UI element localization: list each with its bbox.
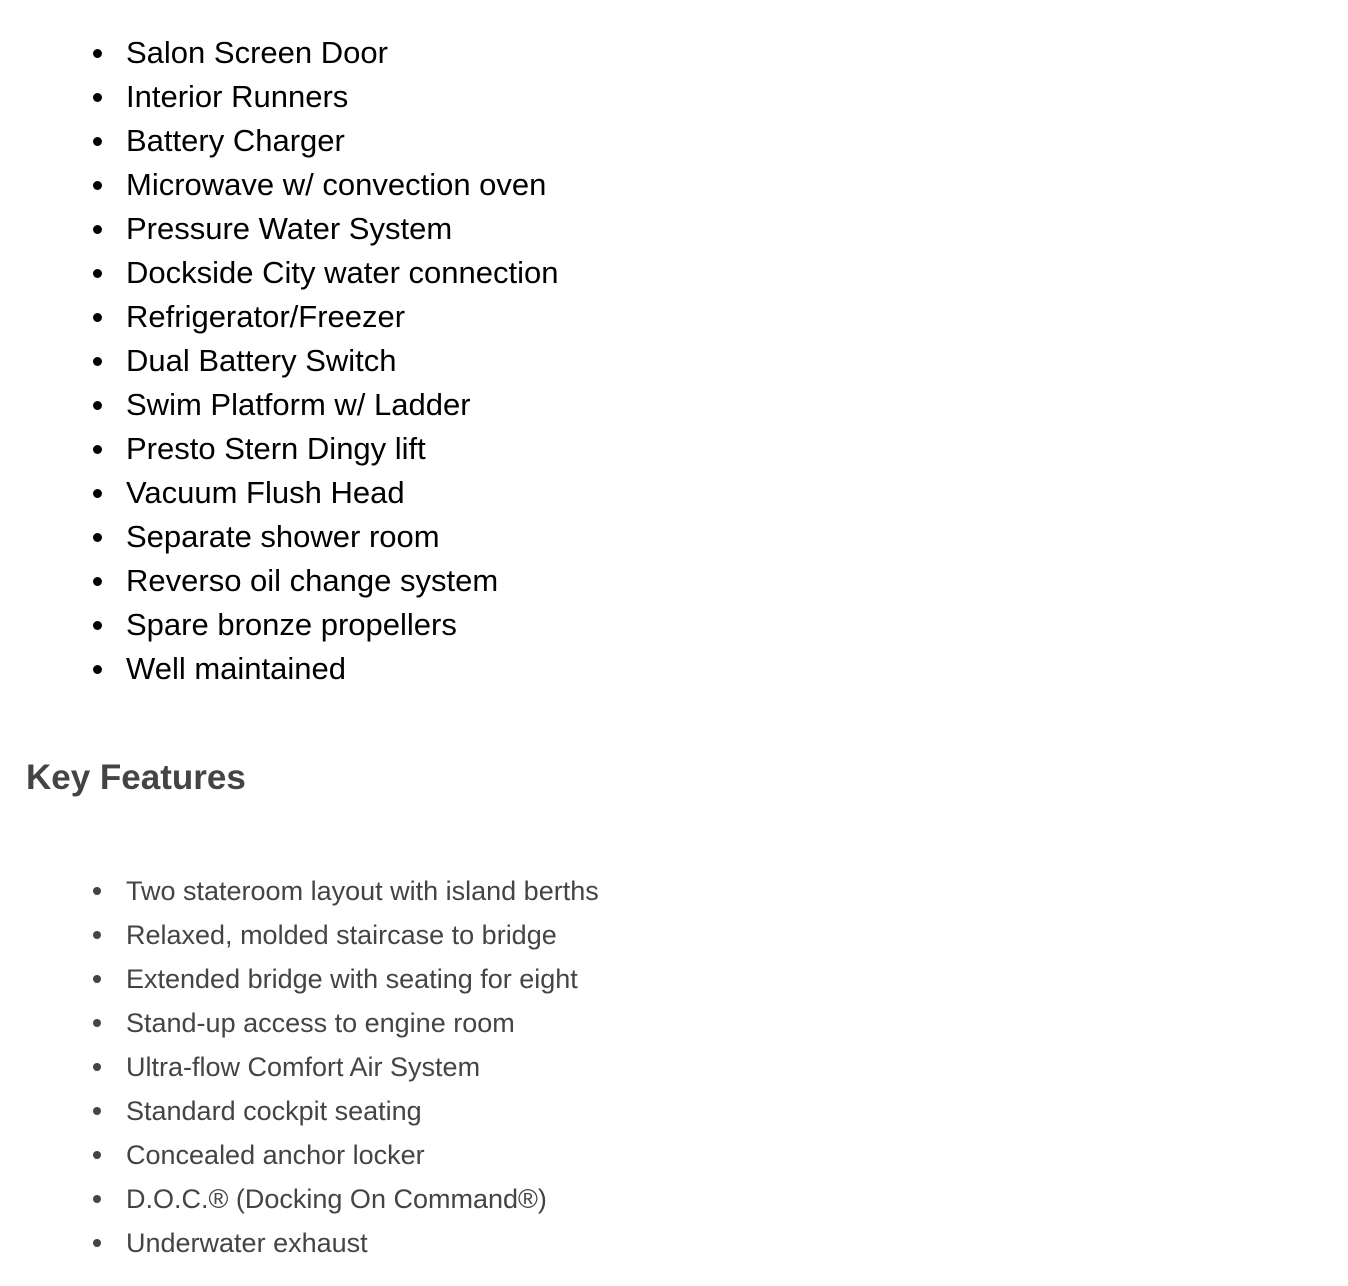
list-item (0, 559, 558, 603)
list-item (0, 1045, 599, 1089)
bullet-icon (93, 357, 102, 366)
list-item-label: Dockside City water connection (126, 255, 559, 290)
list-item (0, 471, 558, 515)
list-item-label: Stand-up access to engine room (126, 1008, 515, 1038)
list-item (0, 913, 599, 957)
list-item (0, 1177, 599, 1221)
list-item (0, 1001, 599, 1045)
bullet-icon (93, 931, 101, 939)
bullet-icon (93, 621, 102, 630)
bullet-icon (93, 533, 102, 542)
list-item-label: Presto Stern Dingy lift (126, 431, 426, 466)
key-features-list (0, 869, 599, 1265)
bullet-icon (93, 445, 102, 454)
list-item-label: Spare bronze propellers (126, 607, 457, 642)
list-item-label: Well maintained (126, 651, 346, 686)
equipment-list (0, 31, 558, 691)
list-item-label: Vacuum Flush Head (126, 475, 405, 510)
list-item (0, 207, 558, 251)
list-item (0, 31, 558, 75)
list-item-label: D.O.C.® (Docking On Command®) (126, 1184, 547, 1214)
bullet-icon (93, 1063, 101, 1071)
bullet-icon (93, 181, 102, 190)
list-item (0, 1089, 599, 1133)
bullet-icon (93, 887, 101, 895)
list-item-label: Extended bridge with seating for eight (126, 964, 578, 994)
list-item-label: Battery Charger (126, 123, 345, 158)
list-item-label: Underwater exhaust (126, 1228, 368, 1258)
list-item (0, 603, 558, 647)
bullet-icon (93, 1107, 101, 1115)
list-item (0, 869, 599, 913)
bullet-icon (93, 665, 102, 674)
list-item-label: Pressure Water System (126, 211, 453, 246)
list-item-label: Interior Runners (126, 79, 349, 114)
bullet-icon (93, 489, 102, 498)
list-item (0, 383, 558, 427)
list-item (0, 295, 558, 339)
list-item-label: Salon Screen Door (126, 35, 388, 70)
list-item-label: Concealed anchor locker (126, 1140, 425, 1170)
list-item-label: Standard cockpit seating (126, 1096, 422, 1126)
bullet-icon (93, 1195, 101, 1203)
list-item (0, 75, 558, 119)
list-item (0, 1221, 599, 1265)
list-item (0, 163, 558, 207)
list-item (0, 957, 599, 1001)
bullet-icon (93, 577, 102, 586)
list-item-label: Reverso oil change system (126, 563, 499, 598)
bullet-icon (93, 137, 102, 146)
bullet-icon (93, 269, 102, 278)
list-item-label: Swim Platform w/ Ladder (126, 387, 471, 422)
bullet-icon (93, 313, 102, 322)
bullet-icon (93, 225, 102, 234)
list-item-label: Dual Battery Switch (126, 343, 397, 378)
list-item-label: Two stateroom layout with island berths (126, 876, 599, 906)
bullet-icon (93, 1151, 101, 1159)
key-features-heading: Key Features (26, 758, 246, 797)
list-item (0, 251, 558, 295)
bullet-icon (93, 1239, 101, 1247)
list-item-label: Refrigerator/Freezer (126, 299, 406, 334)
bullet-icon (93, 975, 101, 983)
list-item (0, 339, 558, 383)
list-item-label: Separate shower room (126, 519, 440, 554)
list-item-label: Microwave w/ convection oven (126, 167, 547, 202)
bullet-icon (93, 93, 102, 102)
list-item (0, 119, 558, 163)
list-item (0, 1133, 599, 1177)
list-item (0, 427, 558, 471)
list-item (0, 515, 558, 559)
bullet-icon (93, 1019, 101, 1027)
list-item-label: Relaxed, molded staircase to bridge (126, 920, 557, 950)
list-item (0, 647, 558, 691)
list-item-label: Ultra-flow Comfort Air System (126, 1052, 481, 1082)
bullet-icon (93, 49, 102, 58)
bullet-icon (93, 401, 102, 410)
